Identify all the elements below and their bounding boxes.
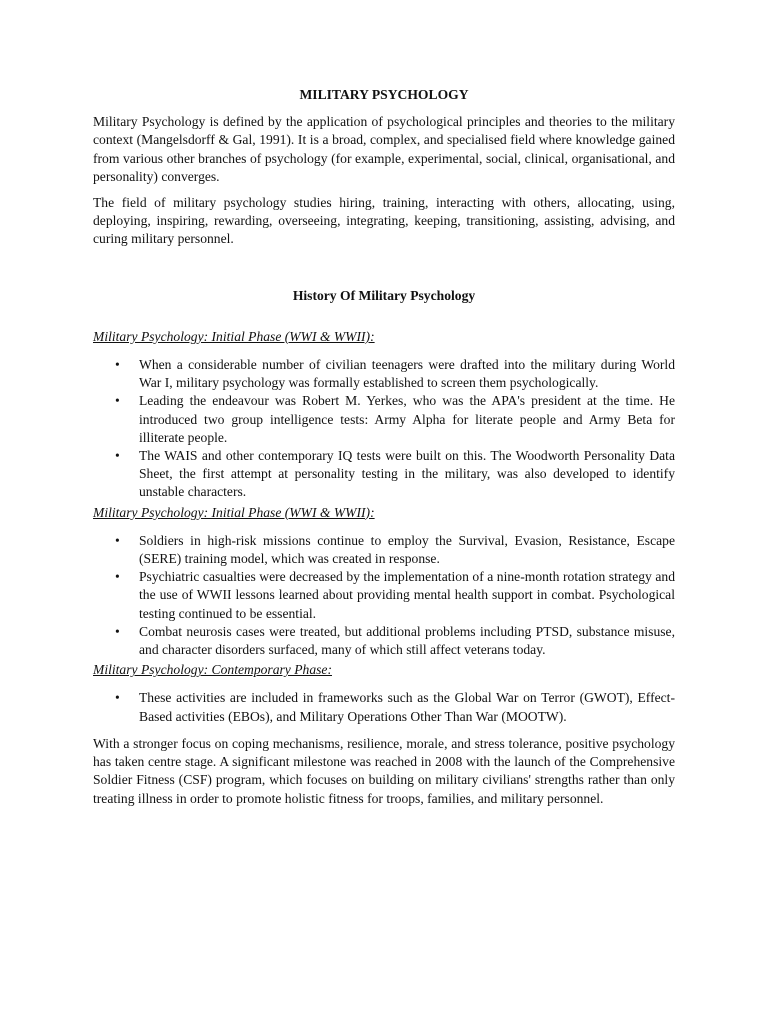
list-item-text: When a considerable number of civilian teenagers were drafted into the military during World War I, military psychology was formally established to screen them psychologically. xyxy=(139,357,675,391)
bullet-list xyxy=(93,689,675,725)
history-title: History Of Military Psychology xyxy=(292,287,476,303)
bullet-icon: • xyxy=(115,623,120,639)
closing-paragraph: With a stronger focus on coping mechanisms, resilience, morale, and stress tolerance, positive psychology has taken centre stage. A significant milestone was reached in 2008 with the launch of the Comprehensive Soldier Fitness (CSF) program, which focuses on building on military civilians' strengths rather than only treating illness in order to promote holistic fitness for troops, families, and military personnel. xyxy=(93,735,675,806)
list-item-text: Soldiers in high-risk missions continue to employ the Survival, Evasion, Resistance, Escape (SERE) training model, which was created in response. xyxy=(139,532,675,567)
section-heading: Military Psychology: Contemporary Phase: xyxy=(93,662,332,678)
list-item xyxy=(93,447,675,502)
list-item-text: The WAIS and other contemporary IQ tests were built on this. The Woodworth Personality Data Sheet, the first attempt at personality testing in the military, was also developed to identify unstable characters. xyxy=(139,448,675,500)
list-item-text: Psychiatric casualties were decreased by the implementation of a nine-month rotation strategy and the use of WWII lessons learned about providing mental health support in combat. Psychological testing continued to be essential. xyxy=(139,569,675,621)
bullet-icon: • xyxy=(115,393,120,409)
list-item xyxy=(93,689,675,725)
bullet-icon: • xyxy=(115,448,120,464)
list-item xyxy=(93,623,675,659)
document-title: MILITARY PSYCHOLOGY xyxy=(299,87,469,102)
bullet-list xyxy=(93,356,675,502)
bullet-icon: • xyxy=(115,569,120,585)
list-item-text: Combat neurosis cases were treated, but additional problems including PTSD, substance misuse, and character disorders surfaced, many of which still affect veterans today. xyxy=(139,623,675,658)
list-item xyxy=(93,532,675,568)
list-item-text: Leading the endeavour was Robert M. Yerkes, who was the APA's president at the time. He introduced two group intelligence tests: Army Alpha for literate people and Army Beta for illiterate people. xyxy=(139,393,675,445)
list-item xyxy=(93,356,675,392)
section-contemporary-phase xyxy=(93,661,675,726)
section-initial-phase-2 xyxy=(93,504,675,660)
document-page xyxy=(93,86,675,816)
section-heading: Military Psychology: Initial Phase (WWI & WWII): xyxy=(93,504,375,520)
list-item xyxy=(93,392,675,447)
list-item-text: These activities are included in frameworks such as the Global War on Terror (GWOT), Effect-Based activities (EBOs), and Military Operations Other Than War (MOOTW). xyxy=(139,690,675,724)
intro-paragraph: The field of military psychology studies hiring, training, interacting with others, allocating, using, deploying, inspiring, rewarding, overseeing, integrating, keeping, transitioning, assisting, advising, and curing military personnel. xyxy=(93,195,675,247)
list-item xyxy=(93,568,675,623)
bullet-icon: • xyxy=(115,690,120,706)
section-heading: Military Psychology: Initial Phase (WWI & WWII): xyxy=(93,328,375,344)
bullet-list xyxy=(93,532,675,659)
intro-paragraph: Military Psychology is defined by the application of psychological principles and theories to the military context (Mangelsdorff & Gal, 1991). It is a broad, complex, and specialised field where knowledge gained from various other branches of psychology (for example, experimental, social, clinical, organisational, and personality) converges. xyxy=(93,114,675,184)
bullet-icon: • xyxy=(115,357,120,373)
bullet-icon: • xyxy=(115,532,120,548)
section-initial-phase-1 xyxy=(93,328,675,502)
